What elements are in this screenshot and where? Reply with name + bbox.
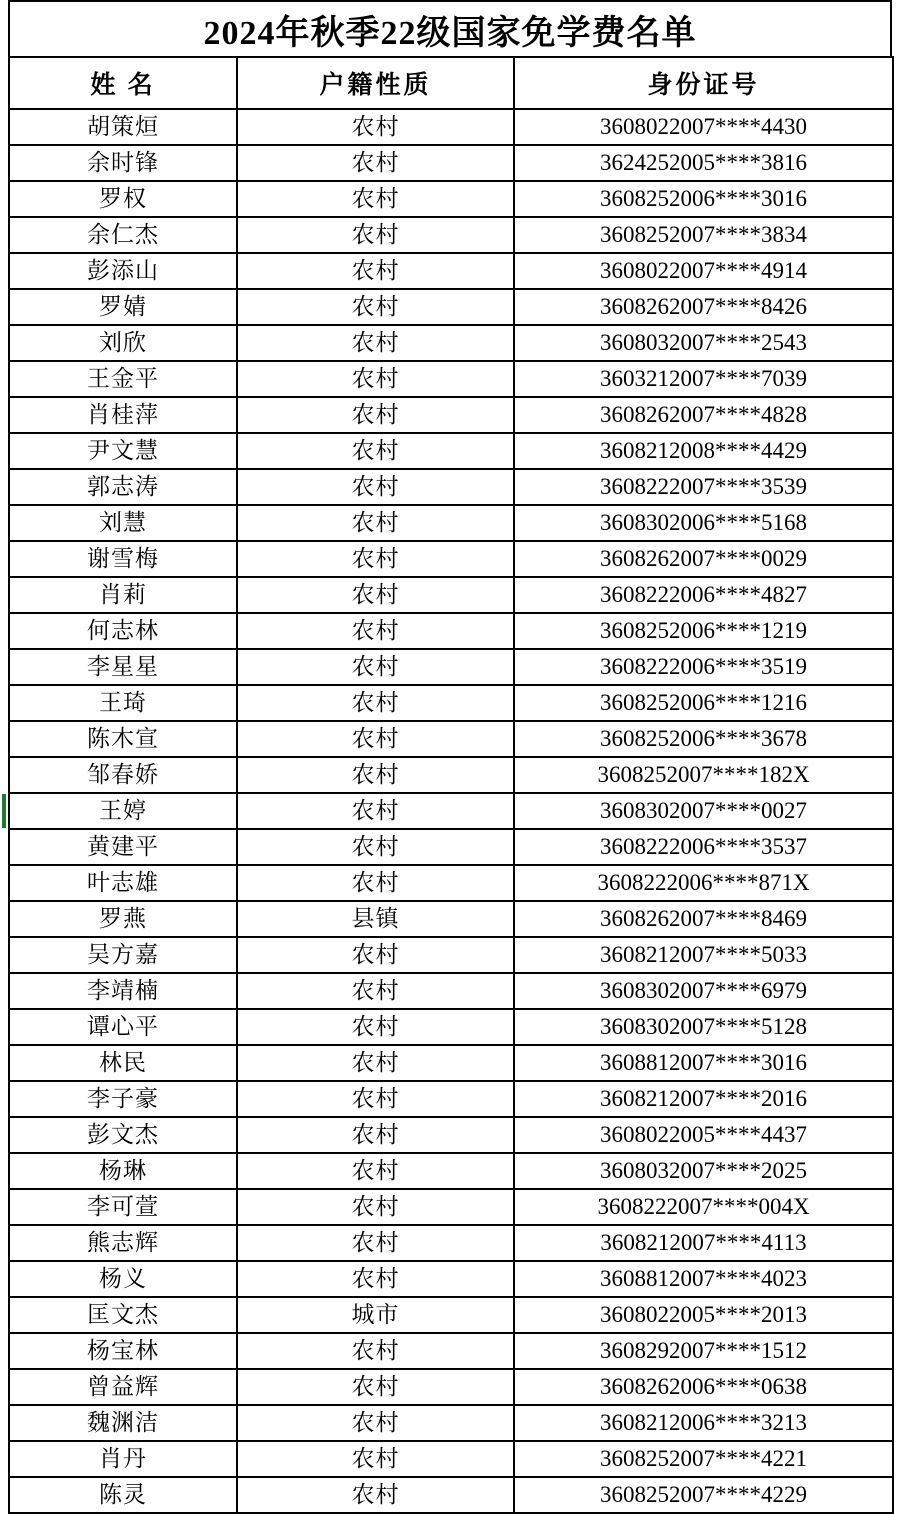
table-row[interactable]	[9, 1441, 893, 1477]
cell-household-type[interactable]: 城市	[237, 1297, 514, 1333]
cell-name[interactable]: 郭志涛	[9, 469, 237, 505]
cell-name[interactable]: 王金平	[9, 361, 237, 397]
row-selection-marker	[2, 794, 6, 828]
cell-id-number[interactable]: 3608252007****182X	[514, 757, 893, 793]
table-row[interactable]	[9, 1045, 893, 1081]
table-row[interactable]	[9, 937, 893, 973]
cell-name[interactable]: 刘慧	[9, 505, 237, 541]
cell-household-type[interactable]: 农村	[237, 433, 514, 469]
cell-id-number[interactable]: 3608022005****4437	[514, 1117, 893, 1153]
table-row[interactable]	[9, 469, 893, 505]
cell-name[interactable]: 李子豪	[9, 1081, 237, 1117]
cell-id-number[interactable]: 3608212008****4429	[514, 433, 893, 469]
table-row[interactable]	[9, 721, 893, 757]
table-row[interactable]	[9, 145, 893, 181]
cell-household-type[interactable]: 农村	[237, 793, 514, 829]
cell-household-type[interactable]: 农村	[237, 1081, 514, 1117]
table-header	[9, 57, 893, 109]
cell-household-type[interactable]: 农村	[237, 1369, 514, 1405]
cell-household-type[interactable]: 农村	[237, 1477, 514, 1513]
cell-id-number[interactable]: 3608252006****1216	[514, 685, 893, 721]
cell-id-number[interactable]: 3608212006****3213	[514, 1405, 893, 1441]
table-row[interactable]	[9, 829, 893, 865]
roster-table	[8, 56, 894, 1514]
cell-household-type[interactable]: 农村	[237, 541, 514, 577]
cell-name[interactable]: 谭心平	[9, 1009, 237, 1045]
cell-name[interactable]: 杨琳	[9, 1153, 237, 1189]
cell-name[interactable]: 罗燕	[9, 901, 237, 937]
cell-household-type[interactable]: 农村	[237, 217, 514, 253]
cell-household-type[interactable]: 农村	[237, 1009, 514, 1045]
cell-id-number[interactable]: 3608252007****4229	[514, 1477, 893, 1513]
cell-id-number[interactable]: 3608222007****3539	[514, 469, 893, 505]
cell-name[interactable]: 刘欣	[9, 325, 237, 361]
cell-household-type[interactable]: 农村	[237, 1153, 514, 1189]
cell-id-number[interactable]: 3608212007****4113	[514, 1225, 893, 1261]
cell-household-type[interactable]: 农村	[237, 1333, 514, 1369]
cell-id-number[interactable]: 3608262007****8469	[514, 901, 893, 937]
table-row[interactable]	[9, 1153, 893, 1189]
table-row[interactable]	[9, 649, 893, 685]
cell-id-number[interactable]: 3608252007****4221	[514, 1441, 893, 1477]
cell-household-type[interactable]: 农村	[237, 937, 514, 973]
cell-household-type[interactable]: 农村	[237, 865, 514, 901]
cell-household-type[interactable]: 农村	[237, 721, 514, 757]
cell-household-type[interactable]: 农村	[237, 1045, 514, 1081]
cell-name[interactable]: 肖丹	[9, 1441, 237, 1477]
cell-id-number[interactable]: 3608812007****4023	[514, 1261, 893, 1297]
table-body	[9, 109, 893, 1513]
cell-household-type[interactable]: 农村	[237, 181, 514, 217]
cell-household-type[interactable]: 农村	[237, 829, 514, 865]
cell-id-number[interactable]: 3608302007****0027	[514, 793, 893, 829]
cell-id-number[interactable]: 3608022005****2013	[514, 1297, 893, 1333]
table-row[interactable]	[9, 757, 893, 793]
cell-id-number[interactable]: 3608222006****3519	[514, 649, 893, 685]
cell-household-type[interactable]: 农村	[237, 145, 514, 181]
cell-name[interactable]: 李可萱	[9, 1189, 237, 1225]
table-row[interactable]	[9, 1009, 893, 1045]
table-row[interactable]	[9, 1117, 893, 1153]
table-row[interactable]	[9, 865, 893, 901]
cell-name[interactable]: 肖桂萍	[9, 397, 237, 433]
column-header-household-type: 户籍性质	[237, 57, 514, 109]
table-row[interactable]	[9, 1225, 893, 1261]
cell-name[interactable]: 何志林	[9, 613, 237, 649]
cell-name[interactable]: 罗婧	[9, 289, 237, 325]
cell-id-number[interactable]: 3608262007****8426	[514, 289, 893, 325]
cell-name[interactable]: 余仁杰	[9, 217, 237, 253]
table-row[interactable]	[9, 1333, 893, 1369]
cell-household-type[interactable]: 农村	[237, 109, 514, 145]
cell-name[interactable]: 李靖楠	[9, 973, 237, 1009]
table-row[interactable]	[9, 1369, 893, 1405]
cell-id-number[interactable]: 3608252006****3016	[514, 181, 893, 217]
cell-name[interactable]: 彭添山	[9, 253, 237, 289]
cell-name[interactable]: 李星星	[9, 649, 237, 685]
cell-id-number[interactable]: 3608032007****2543	[514, 325, 893, 361]
page-title: 2024年秋季22级国家免学费名单	[203, 14, 697, 52]
table-row[interactable]	[9, 613, 893, 649]
cell-id-number[interactable]: 3608812007****3016	[514, 1045, 893, 1081]
cell-id-number[interactable]: 3608252006****3678	[514, 721, 893, 757]
cell-name[interactable]: 谢雪梅	[9, 541, 237, 577]
cell-id-number[interactable]: 3608252007****3834	[514, 217, 893, 253]
table-row[interactable]	[9, 1297, 893, 1333]
table-row[interactable]	[9, 217, 893, 253]
cell-household-type[interactable]: 农村	[237, 1189, 514, 1225]
cell-id-number[interactable]: 3608302007****5128	[514, 1009, 893, 1045]
table-row[interactable]	[9, 1261, 893, 1297]
cell-household-type[interactable]: 农村	[237, 361, 514, 397]
table-row[interactable]	[9, 253, 893, 289]
cell-household-type[interactable]: 农村	[237, 253, 514, 289]
table-row[interactable]	[9, 325, 893, 361]
cell-id-number[interactable]: 3608222006****3537	[514, 829, 893, 865]
cell-household-type[interactable]: 农村	[237, 505, 514, 541]
cell-id-number[interactable]: 3624252005****3816	[514, 145, 893, 181]
cell-household-type[interactable]: 农村	[237, 1117, 514, 1153]
cell-id-number[interactable]: 3608212007****2016	[514, 1081, 893, 1117]
table-row[interactable]	[9, 109, 893, 145]
cell-name[interactable]: 匡文杰	[9, 1297, 237, 1333]
cell-name[interactable]: 彭文杰	[9, 1117, 237, 1153]
table-row[interactable]	[9, 1405, 893, 1441]
table-row[interactable]	[9, 685, 893, 721]
cell-id-number[interactable]: 3608222006****4827	[514, 577, 893, 613]
cell-id-number[interactable]: 3608222007****004X	[514, 1189, 893, 1225]
cell-id-number[interactable]: 3608262007****0029	[514, 541, 893, 577]
table-row[interactable]	[9, 397, 893, 433]
cell-name[interactable]: 杨义	[9, 1261, 237, 1297]
cell-household-type[interactable]: 农村	[237, 613, 514, 649]
cell-name[interactable]: 邹春娇	[9, 757, 237, 793]
cell-household-type[interactable]: 农村	[237, 1225, 514, 1261]
table-row[interactable]	[9, 901, 893, 937]
cell-name[interactable]: 吴方嘉	[9, 937, 237, 973]
cell-id-number[interactable]: 3608302006****5168	[514, 505, 893, 541]
cell-name[interactable]: 叶志雄	[9, 865, 237, 901]
cell-household-type[interactable]: 农村	[237, 289, 514, 325]
table-row[interactable]	[9, 289, 893, 325]
table-row[interactable]	[9, 793, 893, 829]
cell-id-number[interactable]: 3608302007****6979	[514, 973, 893, 1009]
cell-household-type[interactable]: 农村	[237, 469, 514, 505]
cell-name[interactable]: 尹文慧	[9, 433, 237, 469]
cell-name[interactable]: 杨宝林	[9, 1333, 237, 1369]
table-row[interactable]	[9, 505, 893, 541]
cell-household-type[interactable]: 农村	[237, 757, 514, 793]
cell-household-type[interactable]: 农村	[237, 397, 514, 433]
document-title-row	[8, 0, 892, 56]
table-row[interactable]	[9, 1081, 893, 1117]
table-row[interactable]	[9, 1477, 893, 1513]
cell-name[interactable]: 陈灵	[9, 1477, 237, 1513]
table-row[interactable]	[9, 973, 893, 1009]
cell-name[interactable]: 罗权	[9, 181, 237, 217]
cell-name[interactable]: 熊志辉	[9, 1225, 237, 1261]
cell-name[interactable]: 余时锋	[9, 145, 237, 181]
cell-id-number[interactable]: 3608022007****4914	[514, 253, 893, 289]
cell-name[interactable]: 胡策烜	[9, 109, 237, 145]
cell-name[interactable]: 王琦	[9, 685, 237, 721]
cell-household-type[interactable]: 农村	[237, 973, 514, 1009]
cell-id-number[interactable]: 3603212007****7039	[514, 361, 893, 397]
cell-name[interactable]: 曾益辉	[9, 1369, 237, 1405]
table-row[interactable]	[9, 361, 893, 397]
cell-id-number[interactable]: 3608292007****1512	[514, 1333, 893, 1369]
column-header-id-number: 身份证号	[514, 57, 893, 109]
cell-name[interactable]: 魏渊洁	[9, 1405, 237, 1441]
table-header-row	[9, 57, 893, 109]
cell-name[interactable]: 黄建平	[9, 829, 237, 865]
cell-id-number[interactable]: 3608222006****871X	[514, 865, 893, 901]
table-row[interactable]	[9, 433, 893, 469]
cell-household-type[interactable]: 农村	[237, 1261, 514, 1297]
column-header-name: 姓 名	[9, 57, 237, 109]
cell-id-number[interactable]: 3608262006****0638	[514, 1369, 893, 1405]
cell-name[interactable]: 陈木宣	[9, 721, 237, 757]
cell-id-number[interactable]: 3608212007****5033	[514, 937, 893, 973]
cell-name[interactable]: 林民	[9, 1045, 237, 1081]
cell-name[interactable]: 王婷	[9, 793, 237, 829]
table-row[interactable]	[9, 577, 893, 613]
cell-household-type[interactable]: 农村	[237, 325, 514, 361]
table-row[interactable]	[9, 1189, 893, 1225]
cell-household-type[interactable]: 农村	[237, 649, 514, 685]
table-row[interactable]	[9, 181, 893, 217]
cell-household-type[interactable]: 农村	[237, 1441, 514, 1477]
cell-id-number[interactable]: 3608252006****1219	[514, 613, 893, 649]
cell-household-type[interactable]: 县镇	[237, 901, 514, 937]
cell-id-number[interactable]: 3608032007****2025	[514, 1153, 893, 1189]
cell-household-type[interactable]: 农村	[237, 577, 514, 613]
cell-name[interactable]: 肖莉	[9, 577, 237, 613]
cell-id-number[interactable]: 3608022007****4430	[514, 109, 893, 145]
cell-id-number[interactable]: 3608262007****4828	[514, 397, 893, 433]
cell-household-type[interactable]: 农村	[237, 685, 514, 721]
cell-household-type[interactable]: 农村	[237, 1405, 514, 1441]
table-row[interactable]	[9, 541, 893, 577]
